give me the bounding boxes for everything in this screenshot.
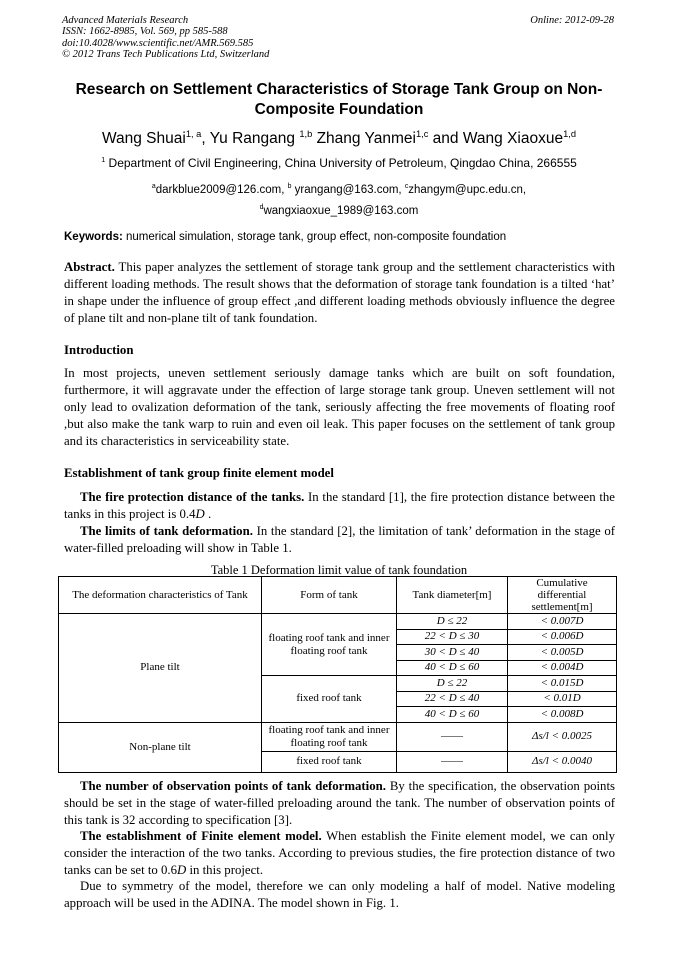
author-name: Wang Xiaoxue xyxy=(462,130,564,148)
intro-text: In most projects, uneven settlement seriously damage tanks which are built on soft foundation, furthermore, it will aggravate under the effection of large storage tank group. Uneven settlement will not only lead to ovalization deformation of the tank, seriously affecting the free movements of floating roof ,but also make the tank warp to ruin and even oil leak. This paper focuses on the settlement of tank group and its characteristics in serviceability state. xyxy=(64,366,615,448)
table-cell: 22 < D ≤ 40 xyxy=(397,691,508,707)
table-cell: 22 < D ≤ 30 xyxy=(397,629,508,645)
paragraph xyxy=(64,523,615,557)
keywords xyxy=(64,231,624,243)
deformation-table xyxy=(58,576,617,773)
author-sup: 1,c xyxy=(415,129,429,139)
author-name: Zhang Yanmei xyxy=(316,130,416,148)
keywords-text: numerical simulation, storage tank, group effect, non-composite foundation xyxy=(122,231,507,243)
journal-copyright: © 2012 Trans Tech Publications Ltd, Switzerland xyxy=(62,48,270,60)
math-var: D xyxy=(177,863,187,877)
paragraph-lead: The fire protection distance of the tanks. xyxy=(80,490,305,504)
paragraph-text: When establish the Finite element model, we can only consider the interaction of the two tanks. According to previous studies, the fire protection distance of two tanks can be set to 0.6 xyxy=(64,829,615,877)
author-sup: 1, a xyxy=(185,129,202,139)
author-emails xyxy=(40,178,638,220)
table-cell: floating roof tank and inner floating roof tank xyxy=(262,722,397,751)
affiliation-text: Department of Civil Engineering, China University of Petroleum, Qingdao China, 266555 xyxy=(105,156,577,170)
email: zhangym@upc.edu.cn, xyxy=(408,183,527,196)
table-cell: Non-plane tilt xyxy=(59,722,262,772)
author-sup: 1,d xyxy=(563,129,577,139)
table-cell: 30 < D ≤ 40 xyxy=(397,645,508,661)
author-name: Wang Shuai xyxy=(101,130,186,148)
paragraph-lead: The number of observation points of tank deformation. xyxy=(80,779,386,793)
email-sup: d xyxy=(259,203,264,211)
table-cell: Plane tilt xyxy=(59,614,262,723)
paper-title: Research on Settlement Characteristics of Storage Tank Group on Non-Composite Foundation xyxy=(75,81,603,118)
paragraph xyxy=(64,778,615,829)
journal-doi: doi:10.4028/www.scientific.net/AMR.569.585 xyxy=(62,37,254,49)
paragraph-lead: The establishment of Finite element model. xyxy=(80,829,322,843)
table-cell: 40 < D ≤ 60 xyxy=(397,660,508,676)
table-header: The deformation characteristics of Tank xyxy=(59,577,262,614)
paragraph-end: in this project. xyxy=(186,863,264,877)
table-cell: —— xyxy=(397,722,508,751)
email-sup: b xyxy=(287,183,292,190)
table-cell: Δs/l < 0.0040 xyxy=(508,751,617,772)
table-row xyxy=(59,722,617,751)
keywords-label: Keywords: xyxy=(64,231,123,243)
table-cell: < 0.005D xyxy=(508,645,617,661)
table-cell: < 0.004D xyxy=(508,660,617,676)
journal-issn: ISSN: 1662-8985, Vol. 569, pp 585-588 xyxy=(62,26,228,38)
paragraph: Due to symmetry of the model, therefore we can only modeling a half of model. Native modeling approach will be used in the ADINA. The model shown in Fig. 1. xyxy=(64,879,615,910)
table-header: Cumulative differential settlement[m] xyxy=(508,577,617,614)
paragraph-text: In the standard [1], the fire protection distance between the tanks in this project is 0.4 xyxy=(64,490,615,521)
table-cell: < 0.008D xyxy=(508,707,617,723)
table-cell: < 0.006D xyxy=(508,629,617,645)
math-var: D xyxy=(195,507,205,521)
paragraph-end: . xyxy=(204,507,212,521)
table-row xyxy=(59,614,617,630)
paragraph-lead: The limits of tank deformation. xyxy=(80,524,253,538)
author-sup: 1,b xyxy=(299,129,313,139)
table-cell: < 0.015D xyxy=(508,676,617,692)
abstract xyxy=(64,259,615,327)
paragraph xyxy=(64,489,615,523)
table-header: Tank diameter[m] xyxy=(397,577,508,614)
table-header-row xyxy=(59,577,617,614)
author-list xyxy=(40,129,638,148)
abstract-label: Abstract. xyxy=(64,260,115,274)
email: yrangang@163.com, xyxy=(291,183,405,196)
online-date: Online: 2012-09-28 xyxy=(530,15,614,26)
email: darkblue2009@126.com, xyxy=(155,183,288,196)
table-header: Form of tank xyxy=(262,577,397,614)
affiliation xyxy=(40,155,638,170)
table-cell: D ≤ 22 xyxy=(397,676,508,692)
table-cell: fixed roof tank xyxy=(262,676,397,723)
email-sup: c xyxy=(404,183,409,190)
table-cell: floating roof tank and inner floating roof tank xyxy=(262,614,397,676)
table-cell: < 0.007D xyxy=(508,614,617,630)
author-name: Yu Rangang xyxy=(209,130,300,148)
table-cell: 40 < D ≤ 60 xyxy=(397,707,508,723)
journal-header xyxy=(62,15,269,60)
table-cell: fixed roof tank xyxy=(262,751,397,772)
paragraph-text: By the specification, the observation points should be set in the stage of water-filled preloading around the tank. The number of observation points of this tank is 32 according to specification [3]. xyxy=(64,779,615,827)
affiliation-sup: 1 xyxy=(101,155,106,164)
table-cell: Δs/l < 0.0025 xyxy=(508,722,617,751)
author-sep: , xyxy=(201,130,210,148)
email-sup: a xyxy=(151,183,156,190)
author-sep: and xyxy=(428,130,463,148)
paragraph xyxy=(64,828,615,879)
abstract-text: This paper analyzes the settlement of storage tank group and the settlement characteristics with different loading methods. The result shows that the deformation of storage tank foundation is a tilted ‘hat’ in shape under the influence of group effect ,and different loading methods obviously influence the degree of plane tilt and non-plane tilt of tank foundation. xyxy=(64,260,615,325)
paragraph-text: In the standard [2], the limitation of tank’ deformation in the stage of water-filled preloading will show in Table 1. xyxy=(64,524,615,555)
section-heading: Establishment of tank group finite element model xyxy=(64,466,334,480)
table-cell: < 0.01D xyxy=(508,691,617,707)
table-cell: D ≤ 22 xyxy=(397,614,508,630)
journal-name: Advanced Materials Research xyxy=(62,15,189,26)
table-caption: Table 1 Deformation limit value of tank foundation xyxy=(210,563,468,577)
email: wangxiaoxue_1989@163.com xyxy=(263,204,419,217)
intro-heading: Introduction xyxy=(64,343,134,357)
table-cell: —— xyxy=(397,751,508,772)
